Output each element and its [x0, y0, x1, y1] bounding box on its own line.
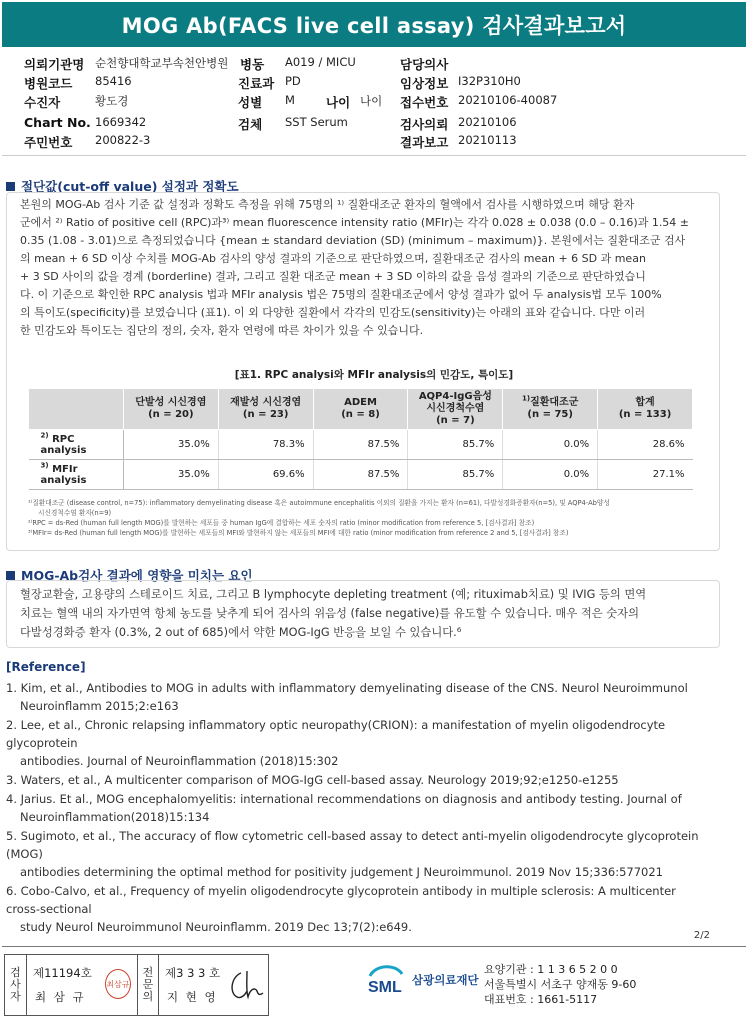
reference-item: 6. Cobo-Calvo, et al., Frequency of myelin oligodendrocyte glycoprotein antibody in multiple sclerosis: A multicenter cross-sectional study Neurol Neuroimmunol Neuroinflamm. 2019 Dec 13;7(2):e649.: [6, 884, 676, 934]
table-header-row: [29, 389, 693, 430]
header-cell: ADEM (n = 8): [313, 389, 408, 430]
footnote: ³⁾MFIr= ds-Red (human full length MOG)를 발현하는 세포들의 MFI와 발현하지 않는 세포들의 MFI에 대한 ratio (minor modification from reference 2 and 5, [검사결과] 참조): [28, 529, 569, 537]
info-value: 황도경: [95, 94, 129, 108]
section-title: MOG-Ab검사 결과에 영향을 미치는 요인: [21, 568, 253, 583]
reference-item: 5. Sugimoto, et al., The accuracy of flow cytometric cell-based assay to detect anti-myelin oligodendrocyte glycoprotein (MOG) antibodies determining the optimal method for positivity judgement J Neuroimmunol. 2019 Nov 15;336:577021: [6, 829, 699, 879]
table-row: [29, 430, 693, 460]
report-title: MOG Ab(FACS live cell assay) 검사결과보고서: [2, 2, 746, 47]
org-name: 삼광의료재단: [412, 973, 479, 987]
info-divider: [2, 155, 746, 156]
table-caption: [표1. RPC analysi와 MFIr analysis의 민감도, 특이도]: [234, 369, 514, 381]
info-value: 순천향대학교부속천안병원: [95, 56, 229, 70]
section-title: 절단값(cut-off value) 설정과 정확도: [21, 179, 239, 194]
signature-icon: [227, 967, 265, 1003]
reference-item: 2. Lee, et al., Chronic relapsing inflammatory optic neuropathy(CRION): a manifestation of myelin oligodendrocyte glycoprotein antibodies. Journal of Neuroinflammation (2018)15:302: [6, 718, 666, 768]
sensitivity-table: [28, 388, 693, 490]
reviewer-name: 지 현 영: [167, 990, 218, 1004]
examiner-label: 검사자: [5, 955, 27, 1015]
info-label: 담당의사: [400, 57, 449, 72]
logo-text: SML: [368, 979, 402, 996]
reference-heading: [Reference]: [6, 660, 86, 674]
examiner-id: 제11194호: [33, 966, 92, 980]
square-bullet-icon: [6, 182, 15, 191]
para-line: 다. 이 기준으로 확인한 RPC analysis 법과 MFIr analysis 법은 75명의 질환대조군에서 양성 결과가 없어 두 analysis법 모두 100%: [20, 288, 662, 301]
info-label: 결과보고: [400, 135, 449, 150]
patient-info: [0, 55, 748, 153]
info-value: A019 / MICU: [285, 55, 356, 69]
info-value: 1669342: [95, 115, 147, 129]
para-line: 군에서 ²⁾ Ratio of positive cell (RPC)과³⁾ mean fluorescence intensity ratio (MFIr)는 각각 0.028 ± 0.038 (0.0 – 0.16)과 1.54 ±: [20, 216, 690, 229]
org-code: 요양기관 : 1 1 3 6 5 2 0 0: [484, 963, 618, 976]
examiner-name: 최 삼 규: [35, 990, 86, 1004]
footer-divider: [2, 946, 746, 947]
table-cell: 28.6%: [598, 430, 693, 460]
para-line: 한 민감도와 특이도는 집단의 정의, 숫자, 환자 연령에 따른 차이가 있을 수 있습니다.: [20, 324, 424, 337]
para-line: + 3 SD 사이의 값을 경계 (borderline) 결과, 그리고 질환 대조군 mean + 3 SD 이하의 값을 음성 결과의 기준으로 판단하였습니: [20, 270, 646, 283]
reference-item: 1. Kim, et al., Antibodies to MOG in adults with inflammatory demyelinating disease of the CNS. Neurol Neuroimmunol Neuroinflamm 2015;2:e163: [6, 681, 688, 713]
header-cell: $^{1)}$질환대조군 (n = 75): [503, 389, 598, 430]
info-label: 수진자: [24, 95, 61, 110]
table-cell: 27.1%: [598, 460, 693, 490]
info-value: SST Serum: [285, 115, 348, 129]
table-cell: 0.0%: [503, 430, 598, 460]
para-line: 의 특이도(specificity)를 보였습니다 (표1). 이 외 다양한 질환에서 각각의 민감도(sensitivity)는 아래의 표와 같습니다. 다만 이러: [20, 306, 646, 319]
info-value: M: [285, 93, 295, 107]
table-cell: 85.7%: [408, 460, 503, 490]
info-value: 20210113: [458, 133, 517, 147]
info-label: 검체: [238, 117, 263, 132]
header-empty: [29, 389, 124, 430]
table-row: [29, 460, 693, 490]
reviewer-id: 제3 3 3 호: [165, 966, 221, 980]
row-header: $^{2)}$ RPC analysis: [29, 430, 124, 460]
table-cell: 35.0%: [123, 430, 218, 460]
table-cell: 35.0%: [123, 460, 218, 490]
examiner-seal-icon: [105, 969, 131, 999]
info-value: 20210106-40087: [458, 93, 558, 107]
para-line: 혈장교환술, 고용량의 스테로이드 치료, 그리고 B lymphocyte depleting treatment (예; rituximab치료) 및 IVIG 등의 면역: [20, 588, 647, 601]
header-cell: AQP4-IgG음성 시신경척수염 (n = 7): [408, 389, 503, 430]
info-label: 병동: [240, 57, 265, 72]
table-cell: 69.6%: [218, 460, 313, 490]
para-line: 다발성경화증 환자 (0.3%, 2 out of 685)에서 약한 MOG-IgG 반응을 보일 수 있습니다.⁶: [20, 626, 462, 639]
info-value: 200822-3: [95, 133, 151, 147]
reference-item: 4. Jarius. Et al., MOG encephalomyelitis: international recommendations on diagnosis and antibody testing. Journal of Neuroinflammation(2018)15:134: [6, 792, 682, 824]
info-label: 의뢰기관명: [24, 57, 85, 72]
header-cell: 합계 (n = 133): [598, 389, 693, 430]
info-label: 접수번호: [400, 95, 449, 110]
org-info: [484, 962, 636, 1007]
info-value: I32P310H0: [458, 74, 521, 88]
para-line: 의 mean + 6 SD 이상 수치를 MOG-Ab 검사의 양성 결과의 기준으로 판단하였으며, 질환대조군 검사의 mean + 6 SD 과 mean: [20, 252, 646, 265]
table-cell: 0.0%: [503, 460, 598, 490]
footnote: ²⁾RPC = ds-Red (human full length MOG)를 발현하는 세포들 중 human IgG에 결합하는 세포 숫자의 ratio (minor modification from reference 5, [검사결과] 참조): [28, 519, 535, 527]
footnote: ¹⁾질환대조군 (disease control, n=75): inflammatory demyelinating disease 혹은 autoimmune encephalitis 이외의 질환을 가지는 환자 (n=61), 다발성경화증환자(n=5), 및 AQP4-Ab양성: [28, 499, 610, 507]
square-bullet-icon: [6, 571, 15, 580]
header-cell: 재발성 시신경염 (n = 23): [218, 389, 313, 430]
reference-item: 3. Waters, et al., A multicenter comparison of MOG-IgG cell-based assay. Neurology 2019;92;e1250-e1255: [6, 773, 619, 787]
seal-text: 최삼규: [106, 979, 130, 989]
info-value: 20210106: [458, 115, 517, 129]
org-address: 서울특별시 서초구 양재동 9-60: [484, 978, 637, 991]
reference-list: [6, 679, 706, 937]
row-header: $^{3)}$ MFIr analysis: [29, 460, 124, 490]
para-line: 0.35 (1.08 - 3.01)으로 측정되었습니다 {mean ± standard deviation (SD) (minimum – maximum)}. 본원에서는 질환대조군 검사: [20, 234, 686, 247]
info-value: 85416: [95, 74, 132, 88]
para-line: 본원의 MOG-Ab 검사 기준 값 설정과 정확도 측정을 위해 75명의 ¹⁾ 질환대조군 환자의 혈액에서 검사를 시행하였으며 해당 환자: [20, 198, 635, 211]
cutoff-paragraph: [20, 196, 710, 340]
info-label: 주민번호: [24, 135, 73, 150]
info-label: Chart No.: [24, 115, 91, 130]
info-label: 임상정보: [400, 76, 449, 91]
info-label: 성별: [238, 95, 263, 110]
sml-logo-icon: [366, 962, 406, 998]
info-label: 진료과: [238, 76, 275, 91]
table-cell: 87.5%: [313, 460, 408, 490]
page-number: 2/2: [693, 930, 710, 941]
table-cell: 87.5%: [313, 430, 408, 460]
table-cell: 78.3%: [218, 430, 313, 460]
org-phone: 대표번호 : 1661-5117: [484, 993, 598, 1006]
table-cell: 85.7%: [408, 430, 503, 460]
table-footnotes: [28, 498, 708, 538]
info-label: 검사의뢰: [400, 117, 449, 132]
header-cell: 단발성 시신경염 (n = 20): [123, 389, 218, 430]
info-value: PD: [285, 74, 301, 88]
sml-logo: [366, 962, 479, 998]
age-value: 나이: [360, 94, 383, 108]
footnote: 시신경척수염 환자(n=9): [38, 509, 112, 517]
reviewer-label: 전문의: [137, 955, 159, 1015]
para-line: 치료는 혈액 내의 자가면역 항체 농도를 낮추게 되어 검사의 위음성 (false negative)를 유도할 수 있습니다. 매우 적은 숫자의: [20, 607, 639, 620]
signature-box: [4, 954, 269, 1016]
factors-paragraph: [20, 585, 710, 642]
age-label: 나이: [326, 95, 351, 110]
info-label: 병원코드: [24, 76, 73, 91]
